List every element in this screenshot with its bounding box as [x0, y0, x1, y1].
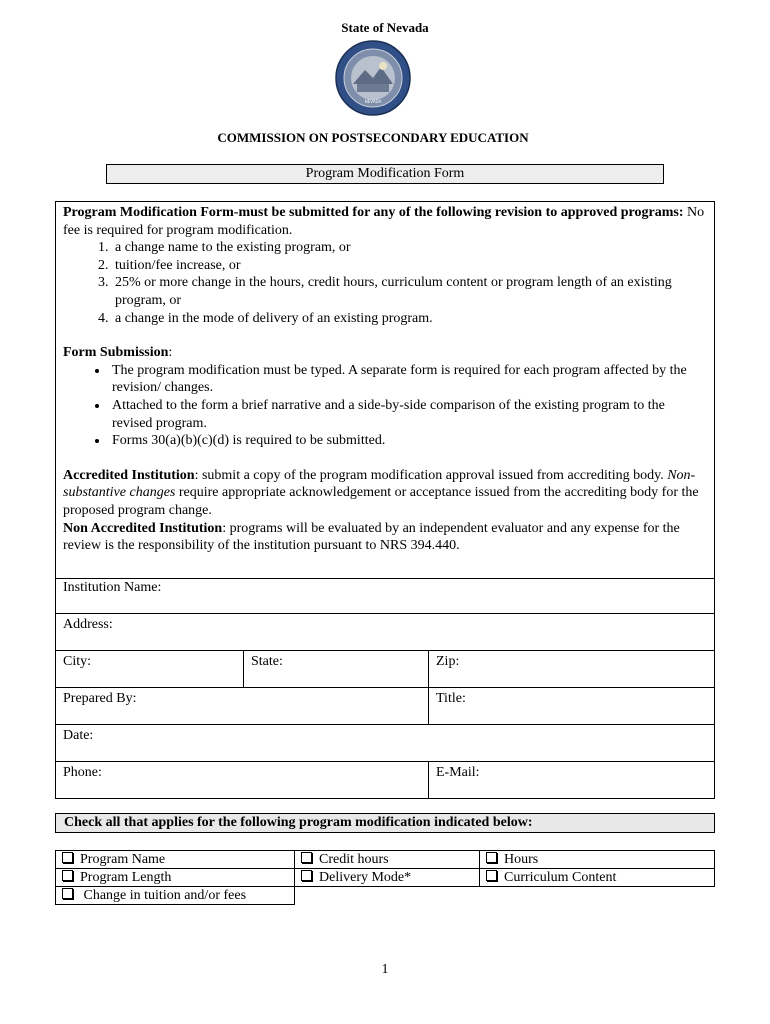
- accredited-paragraph: [63, 467, 708, 520]
- modification-checklist: [55, 850, 715, 905]
- checkbox-icon[interactable]: [301, 852, 312, 863]
- accredited-italic: Non- substantive changes: [63, 467, 696, 501]
- submission-item: • The program modification must be typed. A separate form is required for each program affected by the revision/ changes.: [109, 362, 708, 397]
- checkbox-icon[interactable]: [62, 870, 73, 881]
- accredited-text-1: : submit a copy of the program modification approval issued from accrediting body.: [194, 467, 668, 483]
- address-field[interactable]: Address:: [63, 617, 113, 632]
- option-label: Program Name: [80, 852, 166, 867]
- option-label: Delivery Mode*: [319, 870, 412, 885]
- instructions-box: [55, 201, 715, 579]
- option-label: Change in tuition and/or fees: [80, 888, 247, 903]
- accredited-text-2: require appropriate acknowledgement or acceptance issued from the accrediting body for the proposed program change.: [63, 485, 699, 518]
- option-label: Credit hours: [319, 852, 389, 867]
- intro-bold: Program Modification Form-must be submitted for any of the following revision to approved programs:: [63, 205, 684, 220]
- option-program-length[interactable]: [56, 869, 295, 887]
- option-credit-hours[interactable]: [295, 851, 480, 869]
- prepared-by-field[interactable]: Prepared By:: [63, 691, 137, 706]
- revision-item: 2. tuition/fee increase, or: [112, 257, 708, 275]
- non-accredited-label: Non Accredited Institution: [63, 520, 223, 536]
- phone-email-row: [56, 761, 714, 798]
- revision-item: 1. a change name to the existing program, or: [112, 239, 708, 257]
- submission-label: Form Submission: [63, 345, 169, 361]
- institution-name-field[interactable]: Institution Name:: [63, 580, 162, 595]
- option-program-name[interactable]: [56, 851, 295, 869]
- address-row: [56, 613, 714, 650]
- submission-item: • Attached to the form a brief narrative and a side-by-side comparison of the existing program to the revised program.: [109, 397, 708, 432]
- phone-field[interactable]: Phone:: [63, 765, 102, 780]
- option-label: Curriculum Content: [504, 870, 617, 885]
- submission-heading: Form Submission:: [63, 345, 173, 361]
- prepared-by-row: [56, 687, 714, 724]
- non-accredited-paragraph: [63, 520, 708, 555]
- option-curriculum-content[interactable]: [480, 869, 715, 887]
- option-delivery-mode[interactable]: [295, 869, 480, 887]
- zip-field[interactable]: Zip:: [428, 651, 714, 687]
- revision-list: [63, 239, 708, 327]
- page-number: 1: [381, 962, 389, 977]
- revision-item: 4. a change in the mode of delivery of an existing program.: [112, 310, 708, 328]
- institution-name-row: [56, 577, 714, 613]
- accredited-label: Accredited Institution: [63, 467, 195, 483]
- submission-list: [63, 362, 708, 450]
- email-field[interactable]: E-Mail:: [428, 762, 714, 798]
- form-title: Program Modification Form: [106, 164, 664, 184]
- checkbox-icon[interactable]: [62, 888, 73, 899]
- city-field[interactable]: City:: [63, 654, 92, 669]
- option-label: Hours: [504, 852, 539, 867]
- checkbox-icon[interactable]: [301, 870, 312, 881]
- option-tuition-fees[interactable]: [56, 887, 295, 905]
- nevada-state-seal: [335, 40, 411, 116]
- submission-item: • Forms 30(a)(b)(c)(d) is required to be submitted.: [109, 432, 708, 450]
- commission-heading: COMMISSION ON POSTSECONDARY EDUCATION: [217, 130, 529, 145]
- checklist-header-text: Check all that applies for the following program modification indicated below:: [64, 815, 533, 830]
- state-field[interactable]: State:: [243, 651, 428, 687]
- option-label: Program Length: [80, 870, 172, 885]
- title-field[interactable]: Title:: [428, 688, 714, 724]
- state-heading: State of Nevada: [341, 20, 429, 35]
- checklist-header: [55, 813, 715, 833]
- city-state-zip-row: [56, 650, 714, 687]
- checkbox-icon[interactable]: [486, 870, 497, 881]
- revision-item: 3. 25% or more change in the hours, credit hours, curriculum content or program length of an existing program, or: [112, 274, 708, 309]
- institution-fields: [55, 577, 715, 799]
- checkbox-icon[interactable]: [62, 852, 73, 863]
- date-row: [56, 724, 714, 761]
- svg-text:NEVADA: NEVADA: [364, 99, 382, 104]
- intro-paragraph: [63, 204, 708, 239]
- non-accredited-text: : programs will be evaluated by an independent evaluator and any expense for the review is the responsibility of the institution pursuant to NRS 394.440.: [63, 520, 680, 554]
- checkbox-icon[interactable]: [486, 852, 497, 863]
- date-field[interactable]: Date:: [63, 728, 94, 743]
- option-hours[interactable]: [480, 851, 715, 869]
- intro-rest: No fee is required for program modification.: [63, 205, 705, 238]
